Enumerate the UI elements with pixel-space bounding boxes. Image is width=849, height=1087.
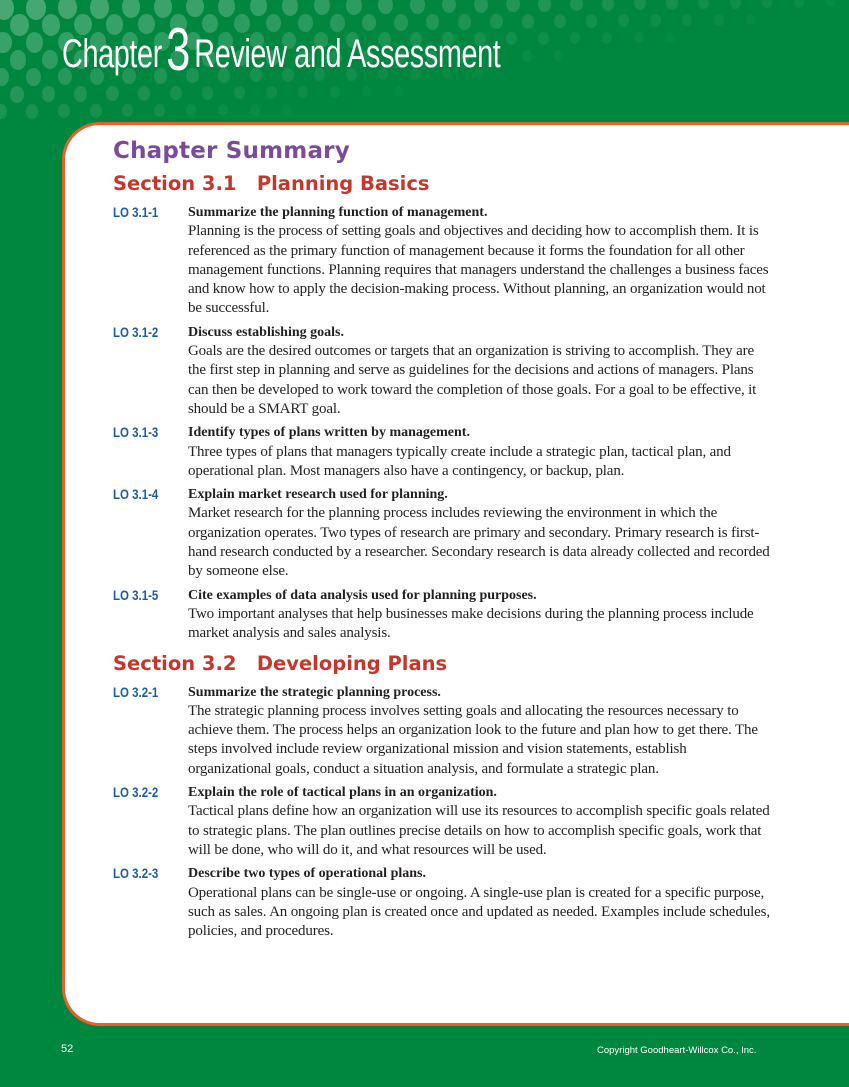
lo-code: LO 3.1-3 — [113, 425, 159, 441]
section-3-1 — [113, 172, 773, 644]
section-title: Section 3.1 Planning Basics — [113, 172, 430, 195]
learning-objective — [113, 586, 773, 644]
lo-text: Planning is the process of setting goals and objectives and deciding how to accomplish them. It is referenced as the primary function of management because it forms the foundation for all other management functions. Planning requires that managers understand the challenges a business faces and know how to apply the decision-making process. Without planning, an organization would not be successful. — [188, 223, 769, 317]
lo-text: Two important analyses that help businesses make decisions during the planning process include market analysis and sales analysis. — [188, 605, 754, 642]
chapter-title-rest: Review and Assessment — [194, 32, 501, 76]
learning-objective — [113, 423, 773, 481]
chapter-word: Chapter — [62, 32, 162, 76]
chapter-number: 3 — [166, 16, 190, 83]
lo-heading: Summarize the planning function of management. — [188, 205, 488, 220]
lo-heading: Cite examples of data analysis used for planning purposes. — [188, 587, 537, 603]
lo-heading: Describe two types of operational plans. — [188, 866, 426, 882]
lo-text: Operational plans can be single-use or ongoing. A single-use plan is created for a specific purpose, such as sales. An ongoing plan is created once and updated as needed. Examples include schedules, policies, and procedures. — [188, 884, 770, 940]
lo-heading: Explain the role of tactical plans in an organization. — [188, 785, 497, 801]
lo-code: LO 3.1-2 — [113, 324, 159, 340]
lo-text: The strategic planning process involves setting goals and allocating the resources necessary to achieve them. The process helps an organization look to the future and plan how to get there. The steps involved include review organizational mission and vision statements, establish organizational goals, conduct a situation analysis, and formulate a strategic plan. — [188, 702, 758, 777]
lo-code: LO 3.2-1 — [113, 684, 159, 700]
lo-code: LO 3.1-1 — [113, 205, 159, 220]
lo-text: Three types of plans that managers typically create include a strategic plan, tactical plan, and operational plan. Most managers also have a contingency, or backup, plan. — [188, 443, 731, 479]
section-3-2 — [113, 652, 773, 942]
learning-objective — [113, 783, 773, 860]
section-title: Section 3.2 Developing Plans — [113, 651, 448, 675]
lo-code: LO 3.2-2 — [113, 785, 159, 801]
lo-text: Goals are the desired outcomes or targets that an organization is striving to accomplish. They are the first step in planning and serve as guidelines for the decisions and actions of managers. Plans can then be developed to work toward the completion of those goals. For a goal to be effective, it should be a SMART goal. — [188, 343, 757, 417]
lo-code: LO 3.1-4 — [113, 487, 159, 503]
lo-code: LO 3.1-5 — [113, 587, 159, 603]
lo-heading: Explain market research used for planning. — [188, 487, 448, 503]
summary-title: Chapter Summary — [113, 138, 350, 164]
chapter-title — [62, 16, 501, 83]
learning-objective — [113, 485, 773, 581]
page-number: 52 — [61, 1043, 74, 1055]
learning-objective — [113, 203, 773, 319]
lo-code: LO 3.2-3 — [113, 866, 159, 882]
chapter-summary-content — [113, 138, 773, 945]
learning-objective — [113, 864, 773, 941]
learning-objective — [113, 683, 773, 779]
lo-text: Market research for the planning process includes reviewing the environment in which the organization operates. Two types of research are primary and secondary. Primary research is first-hand research conducted by a researcher. Secondary research is data already collected and recorded by someone else. — [188, 505, 770, 580]
lo-text: Tactical plans define how an organization will use its resources to accomplish specific goals related to strategic plans. The plan outlines precise details on how to accomplish specific goals, work that will be done, who will do it, and what resources will be used. — [188, 803, 770, 858]
lo-heading: Identify types of plans written by management. — [188, 425, 470, 441]
learning-objective — [113, 323, 773, 419]
lo-heading: Summarize the strategic planning process. — [188, 684, 441, 700]
lo-heading: Discuss establishing goals. — [188, 324, 344, 340]
copyright-notice: Copyright Goodheart-Willcox Co., Inc. — [597, 1045, 757, 1056]
